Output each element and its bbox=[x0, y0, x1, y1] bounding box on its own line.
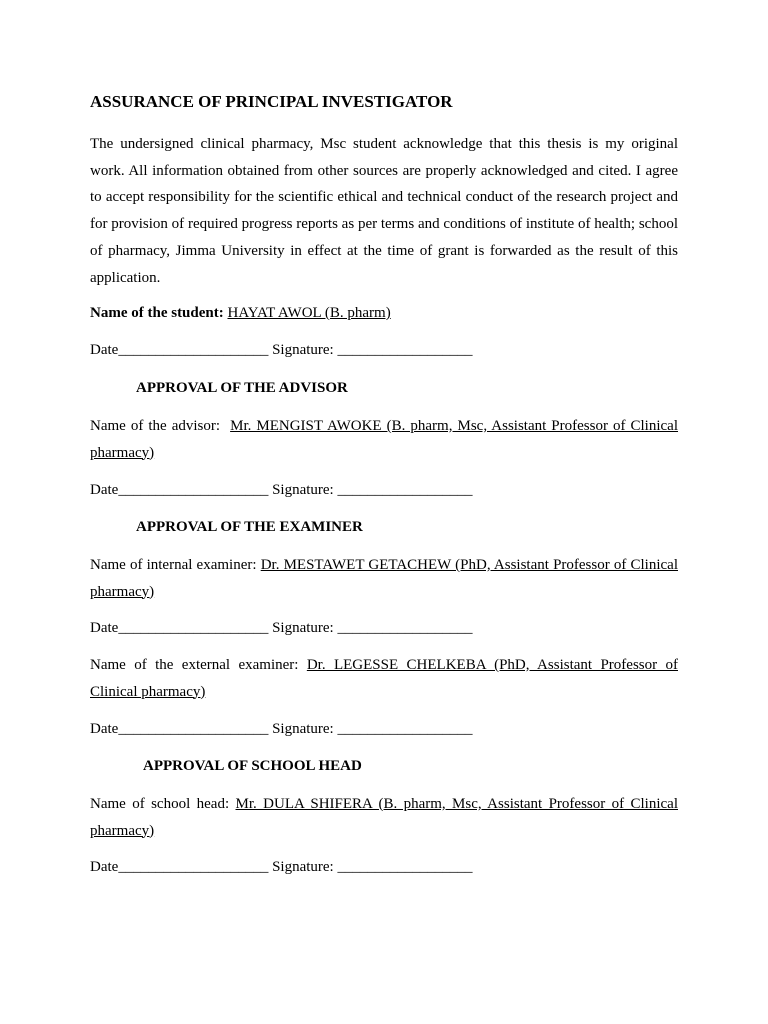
internal-examiner-value: Dr. MESTAWET GETACHEW (PhD, Assistant Professor of Clinical pharmacy) bbox=[90, 557, 678, 600]
school-head-approval-heading: APPROVAL OF SCHOOL HEAD bbox=[143, 758, 362, 774]
school-head-date-signature-line: Date____________________ Signature: __________________ bbox=[90, 859, 473, 875]
school-head-block bbox=[90, 791, 678, 844]
school-head-label: Name of school head: bbox=[90, 796, 230, 812]
external-examiner-block bbox=[90, 652, 678, 705]
document-title: ASSURANCE OF PRINCIPAL INVESTIGATOR bbox=[90, 92, 453, 111]
school-head-value: Mr. DULA SHIFERA (B. pharm, Msc, Assistant Professor of Clinical pharmacy) bbox=[90, 796, 678, 839]
student-date-signature-line: Date____________________ Signature: __________________ bbox=[90, 342, 473, 358]
student-name-label: Name of the student: bbox=[90, 305, 224, 321]
internal-examiner-date-signature-line: Date____________________ Signature: __________________ bbox=[90, 620, 473, 636]
external-examiner-date-signature-line: Date____________________ Signature: __________________ bbox=[90, 721, 473, 737]
internal-examiner-block bbox=[90, 552, 678, 605]
advisor-name-value: Mr. MENGIST AWOKE (B. pharm, Msc, Assistant Professor of Clinical pharmacy) bbox=[90, 418, 679, 461]
external-examiner-value: Dr. LEGESSE CHELKEBA (PhD, Assistant Professor of Clinical pharmacy) bbox=[90, 657, 678, 700]
advisor-date-signature-line: Date____________________ Signature: __________________ bbox=[90, 482, 473, 498]
advisor-approval-heading: APPROVAL OF THE ADVISOR bbox=[136, 380, 348, 396]
internal-examiner-label: Name of internal examiner: bbox=[90, 557, 257, 573]
assurance-paragraph: The undersigned clinical pharmacy, Msc student acknowledge that this thesis is my original work. All information obtained from other sources are properly acknowledged and cited. I agree to accept responsibility for the scientific ethical and technical conduct of the research project and for provision of required progress reports as per terms and conditions of institute of health; school of pharmacy, Jimma University in effect at the time of grant is forwarded as the result of this application. bbox=[90, 136, 678, 286]
student-name-line bbox=[90, 305, 391, 322]
external-examiner-label: Name of the external examiner: bbox=[90, 657, 299, 673]
examiner-approval-heading: APPROVAL OF THE EXAMINER bbox=[136, 519, 363, 535]
advisor-name-label: Name of the advisor: bbox=[90, 418, 221, 434]
student-name-value: HAYAT AWOL (B. pharm) bbox=[227, 305, 391, 321]
advisor-name-block bbox=[90, 413, 678, 466]
document-page bbox=[90, 0, 678, 1024]
